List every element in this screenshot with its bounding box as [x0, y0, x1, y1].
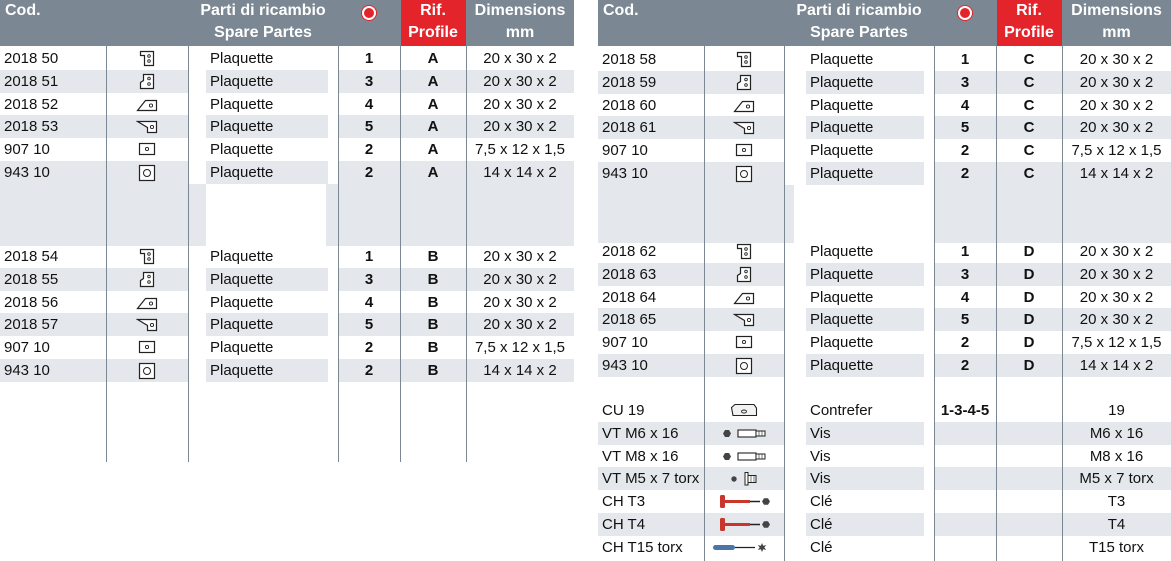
part-description: Plaquette: [806, 308, 924, 331]
part-dimensions: 20 x 30 x 2: [483, 50, 557, 67]
insert-angle-1-icon: [139, 50, 155, 72]
header-profile-line2: Profile: [1004, 24, 1054, 41]
position-number: 5: [338, 115, 400, 138]
table-row: [0, 161, 574, 184]
profile-letter: B: [400, 313, 466, 336]
profile-letter: B: [427, 293, 439, 311]
profile-letter: C: [996, 71, 1062, 94]
profile-letter: [996, 467, 1062, 490]
part-code: 2018 58: [602, 51, 657, 68]
part-dimensions: 7,5 x 12 x 1,5: [1071, 142, 1162, 160]
insert-square-icon: [735, 165, 753, 188]
part-description: Plaquette: [806, 263, 924, 286]
insert-rect-small-icon: [138, 141, 156, 161]
header-dimensions-line2: mm: [1102, 24, 1131, 41]
part-code: CH T3: [602, 493, 646, 511]
header-profile-line1: Rif.: [1016, 2, 1042, 19]
position-number: 3: [338, 268, 400, 291]
hex-key-icon: [714, 516, 774, 538]
part-dimensions: 14 x 14 x 2: [466, 359, 574, 382]
position-number: [934, 467, 996, 490]
table-row: [598, 422, 1171, 445]
part-code: 2018 59: [598, 71, 704, 94]
profile-letter: D: [996, 308, 1062, 331]
part-dimensions: 19: [1108, 402, 1125, 419]
part-description: Clé: [810, 538, 833, 556]
part-description: Vis: [806, 422, 924, 445]
profile-letter: [996, 399, 1062, 422]
profile-letter: B: [400, 359, 466, 382]
table-row: [598, 116, 1171, 139]
profile-letter: A: [400, 161, 466, 184]
part-dimensions: 20 x 30 x 2: [1062, 116, 1171, 139]
header-position: [338, 0, 400, 46]
part-code: 2018 63: [598, 263, 704, 286]
position-marker-icon: [362, 6, 376, 20]
position-number: 2: [364, 339, 374, 357]
profile-letter: A: [427, 50, 439, 67]
part-description: Clé: [806, 513, 924, 536]
part-description: Plaquette: [806, 162, 924, 185]
position-number: [934, 513, 996, 536]
profile-letter: [996, 422, 1062, 445]
part-description: Plaquette: [810, 288, 874, 306]
part-description: Plaquette: [810, 96, 874, 114]
profile-letter: [996, 445, 1062, 468]
part-dimensions: 20 x 30 x 2: [1079, 51, 1154, 68]
torx-screw-icon: [724, 470, 764, 492]
profile-letter: D: [1023, 288, 1035, 306]
position-number: 5: [338, 313, 400, 336]
part-description: Plaquette: [210, 339, 274, 357]
table-row: [0, 291, 574, 314]
column-divider: [784, 0, 785, 561]
position-number: [934, 445, 996, 468]
profile-letter: D: [1023, 243, 1035, 260]
part-description: Clé: [810, 493, 833, 511]
header-code: [598, 0, 704, 46]
part-code: 2018 64: [602, 288, 657, 306]
table-row: [0, 268, 574, 291]
part-description: Plaquette: [810, 243, 874, 260]
profile-letter: C: [996, 116, 1062, 139]
profile-letter: A: [427, 95, 439, 113]
part-code: 2018 56: [4, 293, 59, 311]
table-row: [598, 490, 1171, 513]
part-description: Plaquette: [210, 95, 274, 113]
part-code: CU 19: [602, 402, 645, 419]
insert-square-icon: [735, 357, 753, 380]
spacer-band: [326, 184, 574, 246]
position-number: 1: [364, 248, 374, 265]
position-number: [934, 536, 996, 559]
position-number: 3: [934, 71, 996, 94]
part-code: 907 10: [602, 142, 648, 160]
insert-square-icon: [138, 164, 156, 187]
header-code: [0, 0, 106, 46]
part-description: Plaquette: [810, 51, 874, 68]
part-description: Plaquette: [206, 115, 328, 138]
header-profile-line2: Profile: [408, 24, 458, 41]
part-dimensions: 20 x 30 x 2: [1079, 96, 1154, 114]
part-code: VT M8 x 16: [602, 447, 679, 465]
column-divider: [106, 0, 107, 462]
column-divider: [466, 0, 467, 462]
part-dimensions: 20 x 30 x 2: [483, 293, 557, 311]
part-description: Contrefer: [810, 402, 873, 419]
spare-parts-table-right: [598, 0, 1171, 561]
insert-angle-4-icon: [136, 96, 158, 118]
insert-angle-4-icon: [733, 97, 755, 119]
header-profile-line1: Rif.: [420, 2, 446, 19]
insert-angle-5-icon: [733, 119, 755, 141]
part-dimensions: 14 x 14 x 2: [1062, 162, 1171, 185]
table-row: [598, 240, 1171, 263]
insert-angle-3-icon: [736, 266, 752, 288]
part-code: CH T4: [598, 513, 704, 536]
profile-letter: C: [996, 162, 1062, 185]
table-row: [0, 70, 574, 93]
insert-angle-3-icon: [736, 74, 752, 96]
insert-rect-small-icon: [735, 142, 753, 162]
position-number: 2: [338, 359, 400, 382]
part-code: 2018 54: [4, 248, 59, 265]
part-description: Plaquette: [806, 71, 924, 94]
spare-parts-table-left: [0, 0, 574, 561]
insert-angle-4-icon: [136, 294, 158, 316]
header-parts-line2: Spare Partes: [810, 24, 908, 41]
insert-angle-1-icon: [139, 248, 155, 270]
part-code: 2018 65: [598, 308, 704, 331]
spacer-band: [934, 185, 1171, 243]
column-divider: [188, 0, 189, 462]
profile-letter: A: [400, 115, 466, 138]
profile-letter: [996, 490, 1062, 513]
position-number: [934, 422, 996, 445]
part-dimensions: 7,5 x 12 x 1,5: [1071, 334, 1162, 352]
column-divider: [400, 0, 401, 462]
table-row: [0, 245, 574, 268]
profile-letter: D: [1023, 334, 1035, 352]
profile-letter: A: [427, 141, 439, 159]
part-code: 943 10: [598, 354, 704, 377]
insert-angle-5-icon: [733, 311, 755, 333]
position-number: 2: [338, 161, 400, 184]
position-number: 2: [960, 334, 970, 352]
position-number: 1: [364, 50, 374, 67]
insert-angle-1-icon: [736, 243, 752, 265]
insert-rect-small-icon: [138, 339, 156, 359]
header-dimensions-line1: Dimensions: [474, 2, 566, 19]
clamp-wedge-icon: [730, 402, 758, 424]
column-divider: [1062, 0, 1063, 561]
profile-letter: A: [400, 70, 466, 93]
part-code: 2018 55: [0, 268, 106, 291]
part-code: 907 10: [602, 334, 648, 352]
column-divider: [996, 0, 997, 561]
position-number: 5: [934, 116, 996, 139]
position-number: 5: [934, 308, 996, 331]
part-dimensions: M6 x 16: [1062, 422, 1171, 445]
position-number: 2: [934, 354, 996, 377]
insert-angle-5-icon: [136, 316, 158, 338]
screw-icon: [720, 448, 768, 470]
table-row: [598, 94, 1171, 117]
part-code: 2018 61: [598, 116, 704, 139]
part-dimensions: 7,5 x 12 x 1,5: [474, 141, 566, 159]
profile-letter: C: [1023, 96, 1035, 114]
table-row: [598, 536, 1171, 559]
part-dimensions: 20 x 30 x 2: [466, 115, 574, 138]
table-row: [0, 138, 574, 161]
profile-letter: B: [427, 339, 439, 357]
header-profile: [400, 0, 466, 46]
position-number: 4: [960, 96, 970, 114]
header-dimensions: [466, 0, 574, 46]
table-header: [0, 0, 574, 46]
part-dimensions: M5 x 7 torx: [1062, 467, 1171, 490]
header-profile: [996, 0, 1062, 46]
profile-letter: D: [996, 263, 1062, 286]
part-code: 943 10: [0, 161, 106, 184]
part-dimensions: 20 x 30 x 2: [1079, 288, 1154, 306]
torx-screwdriver-icon: [711, 539, 777, 561]
profile-letter: B: [427, 248, 439, 265]
part-description: Plaquette: [210, 141, 274, 159]
header-parts-line2: Spare Partes: [214, 24, 312, 41]
table-row: [598, 286, 1171, 309]
part-dimensions: 20 x 30 x 2: [1062, 263, 1171, 286]
position-number: 2: [364, 141, 374, 159]
part-description: Plaquette: [806, 354, 924, 377]
position-number: 4: [364, 95, 374, 113]
part-code: 2018 52: [4, 95, 59, 113]
header-code-line1: Cod.: [603, 2, 639, 19]
position-number: 2: [934, 162, 996, 185]
table-row: [598, 263, 1171, 286]
table-row: [598, 48, 1171, 71]
table-row: [0, 47, 574, 70]
profile-letter: D: [996, 354, 1062, 377]
header-parts: [188, 0, 338, 46]
table-row: [598, 467, 1171, 490]
table-row: [598, 162, 1171, 185]
part-dimensions: 20 x 30 x 2: [1079, 243, 1154, 260]
part-code: 943 10: [0, 359, 106, 382]
part-description: Plaquette: [206, 161, 328, 184]
part-dimensions: 7,5 x 12 x 1,5: [474, 339, 566, 357]
position-marker-icon: [958, 6, 972, 20]
part-description: Vis: [806, 467, 924, 490]
insert-angle-3-icon: [139, 271, 155, 293]
part-code: 2018 62: [602, 243, 657, 260]
table-row: [598, 354, 1171, 377]
part-description: Plaquette: [806, 116, 924, 139]
part-code: 2018 57: [0, 313, 106, 336]
position-number: 1: [960, 243, 970, 260]
profile-letter: C: [1023, 142, 1035, 160]
part-dimensions: 20 x 30 x 2: [483, 95, 557, 113]
table-row: [598, 513, 1171, 536]
position-number: 3: [338, 70, 400, 93]
column-divider: [934, 0, 935, 561]
part-description: Plaquette: [206, 313, 328, 336]
part-code: VT M6 x 16: [598, 422, 704, 445]
part-dimensions: 20 x 30 x 2: [1062, 71, 1171, 94]
part-dimensions: 20 x 30 x 2: [466, 268, 574, 291]
part-dimensions: 14 x 14 x 2: [1062, 354, 1171, 377]
part-description: Plaquette: [810, 142, 874, 160]
part-code: 943 10: [598, 162, 704, 185]
header-parts-line1: Parti di ricambio: [200, 2, 326, 19]
position-number: 1: [960, 51, 970, 68]
header-dimensions: [1062, 0, 1171, 46]
table-row: [598, 399, 1171, 422]
header-position: [934, 0, 996, 46]
part-description: Vis: [810, 447, 831, 465]
position-number: 3: [934, 263, 996, 286]
part-description: Plaquette: [210, 293, 274, 311]
position-number: [934, 490, 996, 513]
position-number: 1-3-4-5: [940, 402, 990, 419]
part-description: Plaquette: [206, 359, 328, 382]
part-code: 2018 51: [0, 70, 106, 93]
part-dimensions: 20 x 30 x 2: [1062, 308, 1171, 331]
part-code: 907 10: [4, 141, 50, 159]
position-number: 2: [960, 142, 970, 160]
column-divider: [338, 0, 339, 462]
insert-angle-1-icon: [736, 51, 752, 73]
profile-letter: [996, 513, 1062, 536]
table-row: [598, 445, 1171, 468]
part-code: CH T15 torx: [602, 538, 683, 556]
position-number: 4: [364, 293, 374, 311]
column-divider: [704, 0, 705, 561]
header-code-line1: Cod.: [5, 2, 41, 19]
part-dimensions: T4: [1062, 513, 1171, 536]
part-code: 2018 50: [4, 50, 59, 67]
profile-letter: C: [1023, 51, 1035, 68]
table-row: [0, 359, 574, 382]
part-description: Plaquette: [210, 248, 274, 265]
part-description: Plaquette: [210, 50, 274, 67]
header-dimensions-line2: mm: [505, 24, 535, 41]
header-parts: [784, 0, 934, 46]
insert-rect-small-icon: [735, 334, 753, 354]
table-row: [0, 336, 574, 359]
profile-letter: B: [400, 268, 466, 291]
part-code: VT M5 x 7 torx: [598, 467, 704, 490]
header-parts-line1: Parti di ricambio: [796, 2, 922, 19]
spacer-band: [598, 185, 794, 243]
part-description: Plaquette: [206, 70, 328, 93]
insert-square-icon: [138, 362, 156, 385]
insert-angle-5-icon: [136, 118, 158, 140]
part-description: Plaquette: [206, 268, 328, 291]
table-row: [0, 115, 574, 138]
table-header: [598, 0, 1171, 46]
part-dimensions: T3: [1107, 493, 1126, 511]
table-row: [0, 313, 574, 336]
table-row: [0, 93, 574, 116]
part-dimensions: T15 torx: [1088, 538, 1145, 556]
part-dimensions: 14 x 14 x 2: [466, 161, 574, 184]
part-dimensions: M8 x 16: [1089, 447, 1144, 465]
insert-angle-3-icon: [139, 73, 155, 95]
part-description: Plaquette: [810, 334, 874, 352]
insert-angle-4-icon: [733, 289, 755, 311]
part-code: 907 10: [4, 339, 50, 357]
part-dimensions: 20 x 30 x 2: [483, 248, 557, 265]
hex-key-icon: [714, 493, 774, 515]
part-code: 2018 60: [602, 96, 657, 114]
position-number: 4: [960, 288, 970, 306]
profile-letter: [996, 536, 1062, 559]
table-row: [598, 331, 1171, 354]
spacer-band: [0, 184, 206, 246]
header-dimensions-line1: Dimensions: [1071, 2, 1162, 19]
table-row: [598, 308, 1171, 331]
table-row: [598, 139, 1171, 162]
part-dimensions: 20 x 30 x 2: [466, 313, 574, 336]
part-dimensions: 20 x 30 x 2: [466, 70, 574, 93]
part-code: 2018 53: [0, 115, 106, 138]
screw-icon: [720, 425, 768, 447]
table-row: [598, 71, 1171, 94]
